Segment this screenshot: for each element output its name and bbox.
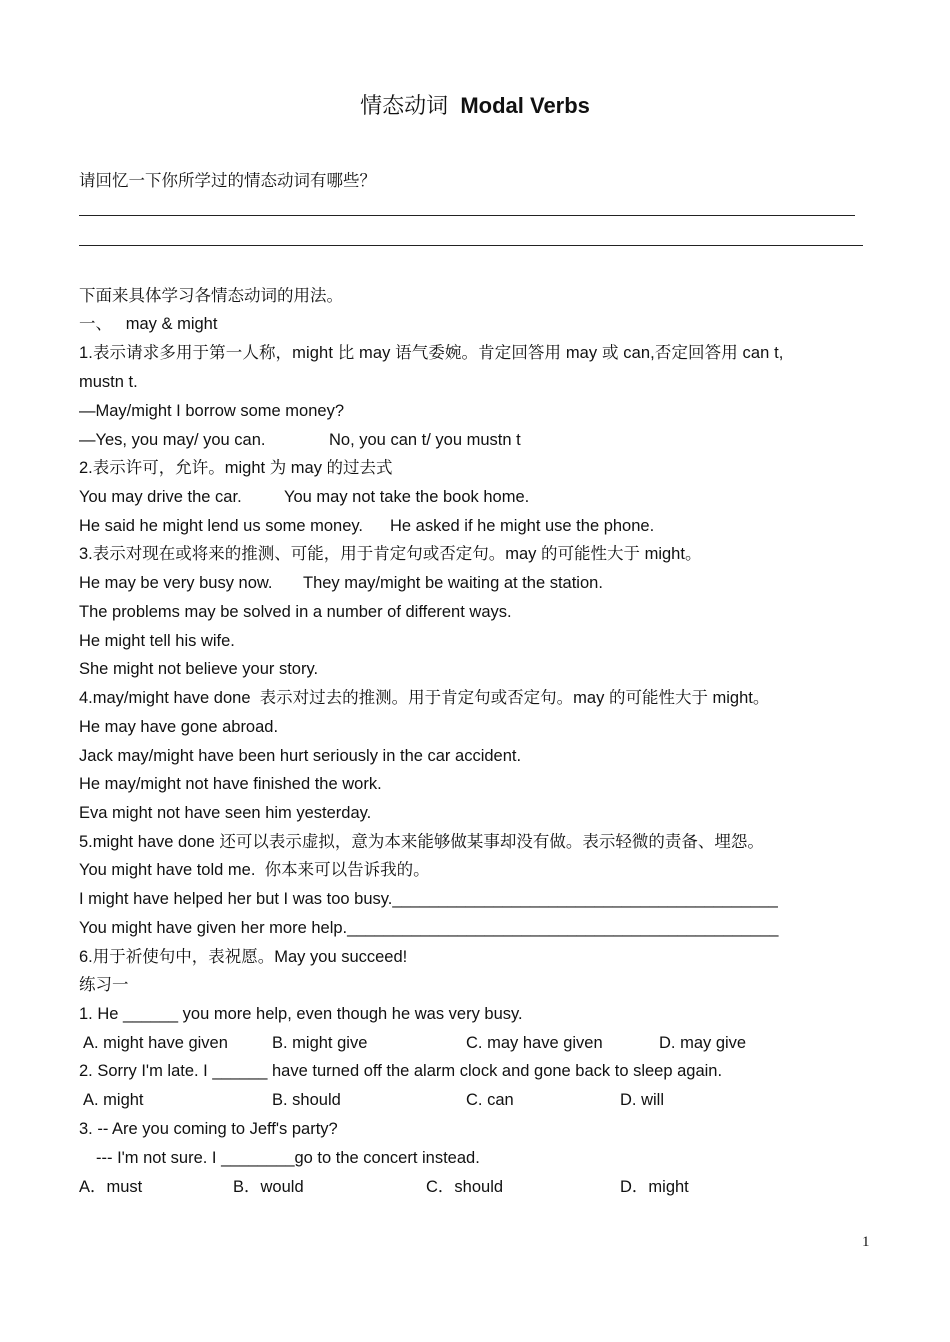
- example-sentence: You may drive the car.: [79, 488, 242, 506]
- example-sentence: He asked if he might use the phone.: [390, 517, 655, 535]
- example-sentence: You might have told me. 你本来可以告诉我的。: [79, 861, 430, 879]
- example-sentence: Jack may/might have been hurt seriously in the car accident.: [79, 747, 522, 765]
- rule-3-text: 3.表示对现在或将来的推测、可能，用于肯定句或否定句。may 的可能性大于 might。: [79, 545, 702, 563]
- q2-option-d: D. will: [620, 1091, 664, 1109]
- section-heading-may-might: 一、 may & might: [79, 315, 218, 333]
- q3-option-a: A．must: [79, 1178, 143, 1196]
- example-sentence: Eva might not have seen him yesterday.: [79, 804, 372, 822]
- intro-question: 请回忆一下你所学过的情态动词有哪些？: [79, 171, 376, 190]
- exercise-heading: 练习一: [79, 975, 129, 994]
- page-title: [0, 89, 950, 120]
- q1-option-c: C. may have given: [466, 1034, 603, 1052]
- example-sentence: She might not believe your story.: [79, 660, 319, 678]
- example-sentence: He may have gone abroad.: [79, 718, 279, 736]
- q1-option-d: D. may give: [659, 1034, 747, 1052]
- question-3: 3. -- Are you coming to Jeff's party?: [79, 1120, 338, 1138]
- rule-5-text: 5.might have done 还可以表示虚拟，意为本来能够做某事却没有做。表示轻微的责备、埋怨。: [79, 833, 764, 851]
- example-dialog-answer-yes: —Yes, you may/ you can.: [79, 431, 266, 449]
- answer-blank-line-2: [79, 245, 863, 246]
- example-sentence: The problems may be solved in a number of different ways.: [79, 603, 512, 621]
- example-dialog-question: —May/might I borrow some money?: [79, 402, 345, 420]
- answer-blank-line-1: [79, 215, 855, 216]
- example-sentence: He may be very busy now.: [79, 574, 273, 592]
- title-chinese: 情态动词: [360, 94, 449, 119]
- question-1: 1. He ______ you more help, even though he was very busy.: [79, 1005, 523, 1023]
- page-number: 1: [862, 1234, 870, 1250]
- q1-option-a: A. might have given: [83, 1034, 228, 1052]
- q2-option-b: B. should: [272, 1091, 341, 1109]
- question-3-reply: --- I'm not sure. I ________go to the concert instead.: [96, 1149, 480, 1167]
- example-sentence: You may not take the book home.: [284, 488, 530, 506]
- q2-option-a: A. might: [83, 1091, 144, 1109]
- q3-option-c: C．should: [426, 1178, 504, 1196]
- example-dialog-answer-no: No, you can t/ you mustn t: [329, 431, 521, 449]
- question-2: 2. Sorry I'm late. I ______ have turned off the alarm clock and gone back to sleep again.: [79, 1062, 723, 1080]
- q2-option-c: C. can: [466, 1091, 514, 1109]
- example-translation-blank: I might have helped her but I was too busy.__________________________________________: [79, 890, 778, 908]
- rule-1-text-cont: mustn t.: [79, 373, 138, 391]
- q3-option-d: D．might: [620, 1178, 689, 1196]
- q3-option-b: B．would: [233, 1178, 304, 1196]
- example-sentence: He may/might not have finished the work.: [79, 775, 382, 793]
- example-translation-blank: You might have given her more help._______________________________________________: [79, 919, 779, 937]
- rule-1-text: 1.表示请求多用于第一人称，might 比 may 语气委婉。肯定回答用 may 或 can,否定回答用 can t,: [79, 344, 784, 362]
- rule-4-text: 4.may/might have done 表示对过去的推测。用于肯定句或否定句。may 的可能性大于 might。: [79, 689, 770, 707]
- rule-2-text: 2.表示许可，允许。might 为 may 的过去式: [79, 459, 393, 477]
- rule-6-text: 6.用于祈使句中，表祝愿。May you succeed!: [79, 948, 408, 966]
- title-english: Modal Verbs: [460, 93, 590, 118]
- intro-text: 下面来具体学习各情态动词的用法。: [79, 286, 343, 305]
- example-sentence: He said he might lend us some money.: [79, 517, 364, 535]
- q1-option-b: B. might give: [272, 1034, 368, 1052]
- example-sentence: He might tell his wife.: [79, 632, 235, 650]
- example-sentence: They may/might be waiting at the station.: [303, 574, 603, 592]
